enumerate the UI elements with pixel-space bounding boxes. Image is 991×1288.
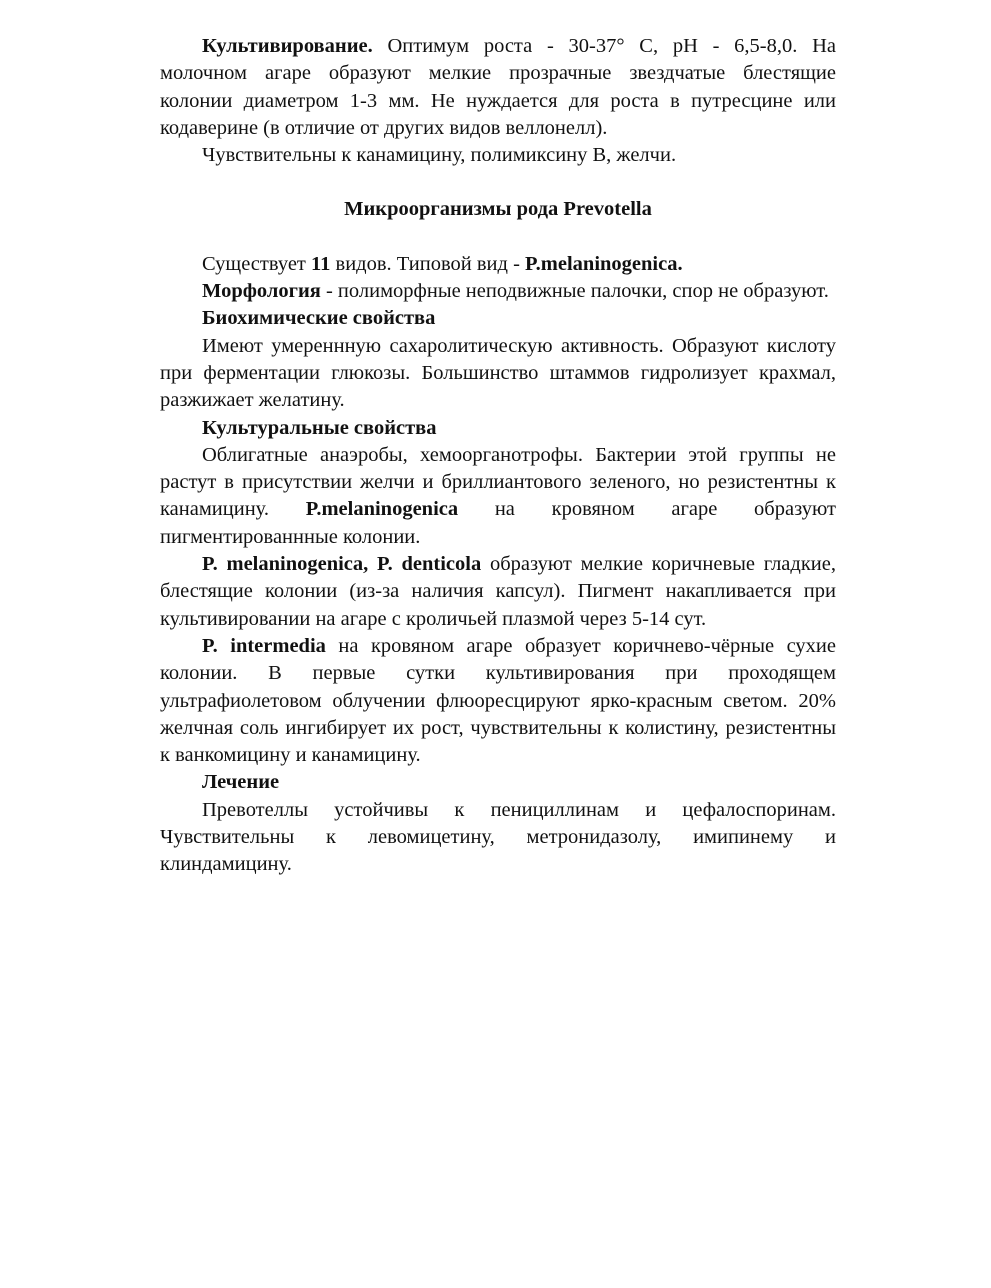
intermedia-bold: P. intermedia	[202, 634, 326, 657]
cultural-heading: Культуральные свойства	[202, 416, 437, 439]
cultural-text-a: Облигатные анаэробы, хемоорганотрофы. Бактерии этой группы не растут в присутствии желчи и бриллиантового зеленого, но резистентны к канамицину.	[160, 443, 836, 521]
denticola-paragraph	[160, 551, 836, 633]
treatment-heading: Лечение	[202, 771, 280, 794]
cultural-paragraph	[160, 442, 836, 551]
type-species: P.melaninogenica.	[525, 252, 683, 275]
morphology-text: - полиморфные неподвижные палочки, спор не образуют.	[320, 280, 829, 303]
morphology-label: Морфология	[202, 280, 321, 303]
section-title: Микроорганизмы рода Prevotella	[344, 198, 652, 221]
sensitivity-paragraph: Чувствительны к канамицину, полимиксину В, желчи.	[202, 144, 677, 167]
biochem-paragraph: Имеют умереннную сахаролитическую активность. Образуют кислоту при ферментации глюкозы. Большинство штаммов гидролизует крахмал, разжижает желатину.	[160, 334, 836, 412]
treatment-paragraph: Превотеллы устойчивы к пенициллинам и цефалоспоринам. Чувствительны к левомицетину, метронидазолу, имипинему и клиндамицину.	[160, 798, 836, 876]
document-page	[160, 33, 836, 879]
cultivation-label: Культивирование.	[202, 35, 373, 57]
species-prefix: Существует	[202, 252, 312, 275]
morphology-paragraph	[160, 278, 836, 305]
biochem-heading: Биохимические свойства	[202, 307, 436, 330]
species-count: 11	[311, 252, 331, 275]
cultural-text-b: на кровяном агаре образуют пигментированнные колонии.	[160, 498, 837, 548]
denticola-bold: P. melaninogenica, P. denticola	[202, 553, 482, 576]
species-paragraph	[160, 251, 836, 278]
intermedia-text: на кровяном агаре образует коричнево-чёрные сухие колонии. В первые сутки культивирования при проходящем ультрафиолетовом облучении флюоресцируют ярко-красным светом. 20% желчная соль ингибирует их рост, чувствительны к колистину, резистентны к ванкомицину и канамицину.	[160, 634, 836, 767]
species-middle: видов. Типовой вид -	[330, 252, 526, 275]
cultural-bold-species: P.melaninogenica	[305, 498, 459, 521]
denticola-text: образуют мелкие коричневые гладкие, блестящие колонии (из-за наличия капсул). Пигмент накапливается при культивировании на агаре с кроличьей плазмой через 5-14 сут.	[160, 553, 836, 630]
intermedia-paragraph	[160, 633, 836, 769]
cultivation-text: Оптимум роста - 30-37° С, рН - 6,5-8,0. На молочном агаре образуют мелкие прозрачные звездчатые блестящие колонии диаметром 1-3 мм. Не нуждается для роста в путресцине или кодаверине (в отличие от других видов веллонелл).	[160, 35, 836, 139]
cultivation-paragraph	[160, 33, 836, 142]
